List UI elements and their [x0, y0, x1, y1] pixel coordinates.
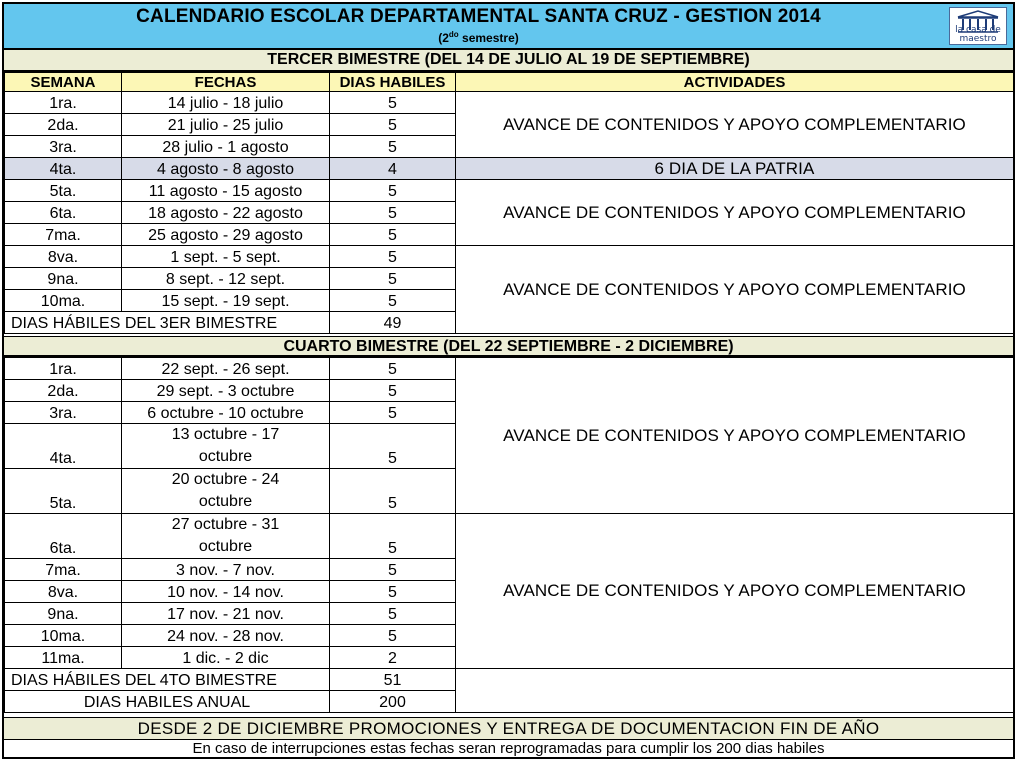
semana-cell: 2da.: [5, 380, 122, 402]
column-header-actividades: ACTIVIDADES: [456, 73, 1014, 92]
semana-cell: 6ta.: [5, 202, 122, 224]
fechas-cell: 10 nov. - 14 nov.: [122, 581, 330, 603]
activity-cell: AVANCE DE CONTENIDOS Y APOYO COMPLEMENTARIO: [456, 180, 1014, 246]
semana-cell: 5ta.: [5, 469, 122, 514]
dias-cell: 5: [330, 114, 456, 136]
dias-cell: 5: [330, 559, 456, 581]
document-subtitle: ($2^{do}$ semestre): [438, 30, 519, 45]
fourth-bimester-total-value: 51: [330, 669, 456, 691]
fechas-cell: 27 octubre - 31 octubre: [122, 514, 330, 559]
table-row: [5, 246, 1014, 268]
semana-cell: 10ma.: [5, 290, 122, 312]
third-bimester-total-label: DIAS HÁBILES DEL 3ER BIMESTRE: [5, 312, 330, 334]
activity-cell: AVANCE DE CONTENIDOS Y APOYO COMPLEMENTARIO: [456, 246, 1014, 334]
semana-cell: 1ra.: [5, 92, 122, 114]
fechas-cell: 3 nov. - 7 nov.: [122, 559, 330, 581]
table-row: [5, 180, 1014, 202]
semana-cell: 8va.: [5, 246, 122, 268]
column-header-semana: SEMANA: [5, 73, 122, 92]
dias-cell: 5: [330, 290, 456, 312]
dias-cell: 5: [330, 514, 456, 559]
logo-text: la casa de maestro: [955, 25, 1001, 44]
dias-cell: 5: [330, 603, 456, 625]
semana-cell: 4ta.: [5, 158, 122, 180]
fechas-cell: 24 nov. - 28 nov.: [122, 625, 330, 647]
fechas-cell: 29 sept. - 3 octubre: [122, 380, 330, 402]
promotion-notice: DESDE 2 DE DICIEMBRE PROMOCIONES Y ENTREGA DE DOCUMENTACION FIN DE AÑO: [4, 717, 1013, 739]
dias-cell: 5: [330, 581, 456, 603]
dias-cell: 5: [330, 380, 456, 402]
third-bimester-table: [4, 72, 1014, 334]
fechas-cell: 6 octubre - 10 octubre: [122, 402, 330, 424]
title-block: [4, 4, 1013, 50]
fourth-bimester-table: [4, 357, 1014, 713]
column-header-fechas: FECHAS: [122, 73, 330, 92]
dias-cell: 5: [330, 246, 456, 268]
semana-cell: 3ra.: [5, 136, 122, 158]
dias-cell: 2: [330, 647, 456, 669]
semana-cell: 3ra.: [5, 402, 122, 424]
semana-cell: 5ta.: [5, 180, 122, 202]
fechas-cell: 1 sept. - 5 sept.: [122, 246, 330, 268]
semana-cell: 9na.: [5, 268, 122, 290]
dias-cell: 5: [330, 92, 456, 114]
annual-total-label: DIAS HABILES ANUAL: [5, 691, 330, 713]
semana-cell: 4ta.: [5, 424, 122, 469]
activity-cell: AVANCE DE CONTENIDOS Y APOYO COMPLEMENTARIO: [456, 92, 1014, 158]
document-title: CALENDARIO ESCOLAR DEPARTAMENTAL SANTA CRUZ - GESTION 2014: [136, 6, 821, 27]
fechas-cell: 8 sept. - 12 sept.: [122, 268, 330, 290]
fechas-cell: 4 agosto - 8 agosto: [122, 158, 330, 180]
reprogramming-note: En caso de interrupciones estas fechas seran reprogramadas para cumplir los 200 dias habiles: [4, 739, 1013, 757]
activity-cell: AVANCE DE CONTENIDOS Y APOYO COMPLEMENTARIO: [456, 514, 1014, 669]
fourth-bimester-total-label: DIAS HÁBILES DEL 4TO BIMESTRE: [5, 669, 330, 691]
fechas-cell: 21 julio - 25 julio: [122, 114, 330, 136]
fechas-cell: 25 agosto - 29 agosto: [122, 224, 330, 246]
dias-cell: 5: [330, 402, 456, 424]
fechas-cell: 17 nov. - 21 nov.: [122, 603, 330, 625]
dias-cell: 5: [330, 224, 456, 246]
activity-cell: AVANCE DE CONTENIDOS Y APOYO COMPLEMENTARIO: [456, 358, 1014, 514]
fechas-cell: 11 agosto - 15 agosto: [122, 180, 330, 202]
table-row-highlighted: [5, 158, 1014, 180]
dias-cell: 5: [330, 625, 456, 647]
dias-cell: 5: [330, 358, 456, 380]
fechas-cell: 28 julio - 1 agosto: [122, 136, 330, 158]
semana-cell: 11ma.: [5, 647, 122, 669]
column-header-row: [5, 73, 1014, 92]
dias-cell: 5: [330, 180, 456, 202]
dias-cell: 5: [330, 424, 456, 469]
semana-cell: 7ma.: [5, 559, 122, 581]
fechas-cell: 14 julio - 18 julio: [122, 92, 330, 114]
activity-cell: 6 DIA DE LA PATRIA: [456, 158, 1014, 180]
fechas-cell: 22 sept. - 26 sept.: [122, 358, 330, 380]
casa-de-maestro-logo: [949, 7, 1007, 45]
empty-cell: [456, 669, 1014, 713]
dias-cell: 4: [330, 158, 456, 180]
semana-cell: 7ma.: [5, 224, 122, 246]
fechas-cell: 13 octubre - 17 octubre: [122, 424, 330, 469]
fechas-cell: 1 dic. - 2 dic: [122, 647, 330, 669]
dias-cell: 5: [330, 469, 456, 514]
third-bimester-total-value: 49: [330, 312, 456, 334]
fechas-cell: 20 octubre - 24 octubre: [122, 469, 330, 514]
dias-cell: 5: [330, 136, 456, 158]
semana-cell: 8va.: [5, 581, 122, 603]
fechas-cell: 15 sept. - 19 sept.: [122, 290, 330, 312]
semana-cell: 9na.: [5, 603, 122, 625]
annual-total-value: 200: [330, 691, 456, 713]
semana-cell: 2da.: [5, 114, 122, 136]
table-row: [5, 358, 1014, 380]
fourth-bimester-title: CUARTO BIMESTRE (DEL 22 SEPTIEMBRE - 2 DICIEMBRE): [4, 336, 1013, 357]
dias-cell: 5: [330, 268, 456, 290]
semana-cell: 1ra.: [5, 358, 122, 380]
table-row: [5, 514, 1014, 559]
table-row: [5, 92, 1014, 114]
dias-cell: 5: [330, 202, 456, 224]
third-bimester-title: TERCER BIMESTRE (DEL 14 DE JULIO AL 19 DE SEPTIEMBRE): [4, 50, 1013, 72]
semana-cell: 6ta.: [5, 514, 122, 559]
total-row: [5, 669, 1014, 691]
calendar-document: [2, 2, 1015, 759]
semana-cell: 10ma.: [5, 625, 122, 647]
fechas-cell: 18 agosto - 22 agosto: [122, 202, 330, 224]
column-header-dias: DIAS HABILES: [330, 73, 456, 92]
